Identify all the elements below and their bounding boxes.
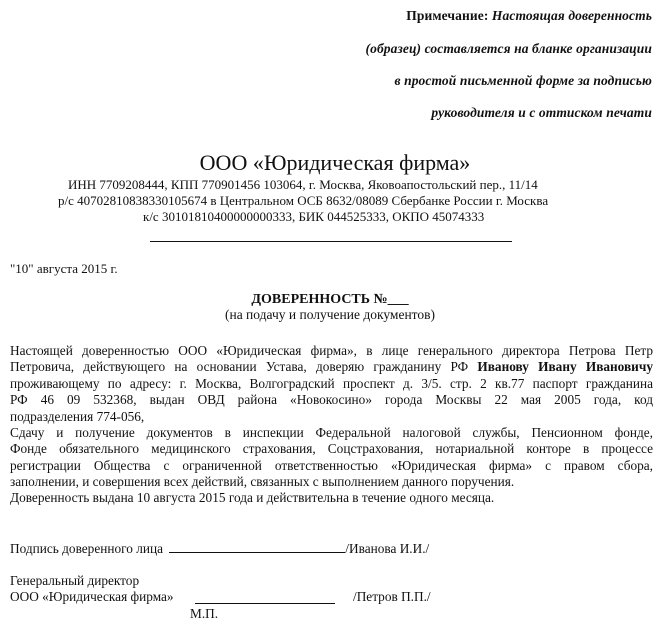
paragraph-powers (10, 425, 653, 491)
p1-line-2-text: Петровича, действующего на основании Устава, доверяю гражданину РФ (10, 359, 469, 375)
p3-line-1: Доверенность выдана 10 августа 2015 года и действительна в течение одного месяца. (10, 490, 495, 505)
trustee-signature-line[interactable] (169, 540, 345, 553)
paragraph-grant (10, 343, 653, 425)
note-line-3: в простой письменной форме за подписью (394, 73, 652, 88)
p1-line-5: подразделения 774-056, (10, 408, 145, 424)
trustee-name-bold: Иванову Ивану Ивановичу (477, 359, 653, 375)
requisites-bik: к/с 30101810400000000333, БИК 044525333, ОКПО 45074333 (143, 209, 485, 224)
director-signature-name: /Петров П.П./ (353, 589, 431, 604)
p2-line-3: регистрации Общества с ограниченной ответственностью «Юридическая фирма» с правом сбора, (10, 457, 653, 473)
note-label: Примечание: (406, 8, 489, 23)
p1-line-1: Настоящей доверенностью ООО «Юридическая фирма», в лице генерального директора Петрова Петр (10, 343, 653, 358)
document-subtitle: (на подачу и получение документов) (224, 307, 436, 322)
organization-name: ООО «Юридическая фирма» (199, 150, 471, 175)
trustee-signature-label: Подпись доверенного лица (10, 541, 163, 556)
p1-line-3: проживающему по адресу: г. Москва, Волгоградский проспект д. 3/5. стр. 2 кв.77 паспорт гражданина (10, 375, 653, 391)
document-title: ДОВЕРЕННОСТЬ №___ (251, 292, 409, 307)
trustee-signature-name: /Иванова И.И./ (345, 541, 430, 556)
note-text-1: Настоящая доверенность (491, 8, 652, 23)
paragraph-validity (10, 490, 653, 506)
p1-line-2 (10, 359, 653, 375)
requisites-inn: ИНН 7709208444, КПП 770901456 103064, г. Москва, Яковоапостольский пер., 11/14 (68, 177, 538, 192)
p2-line-2: Фонде обязательного медицинского страхования, Соцстрахования, нотариальной конторе в процессе (10, 441, 653, 457)
note-line-4: руководителя и с оттиском печати (431, 105, 652, 120)
note-line-2: (образец) составляется на бланке организации (365, 41, 652, 56)
p1-line-4: РФ 46 09 532368, выдан ОВД района «Новокосино» города Москвы 22 мая 2005 года, код (10, 392, 653, 408)
document-date: "10" августа 2015 г. (10, 261, 118, 276)
seal-label: М.П. (190, 606, 219, 621)
director-signature-line[interactable] (195, 603, 335, 604)
header-divider (150, 241, 512, 242)
director-org: ООО «Юридическая фирма» (10, 589, 174, 604)
note-line-1 (406, 8, 652, 24)
director-title: Генеральный директор (10, 573, 140, 588)
requisites-account: р/с 40702810838330105674 в Центральном ОСБ 8632/08089 Сбербанке России г. Москва (58, 193, 549, 208)
p2-line-4: заполнении, и совершения всех действий, связанных с выполнением данного поручения. (10, 474, 515, 490)
trustee-signature-row (10, 540, 429, 557)
p2-line-1: Сдачу и получение документов в инспекции Федеральной налоговой службы, Пенсионном фонде, (10, 425, 653, 440)
